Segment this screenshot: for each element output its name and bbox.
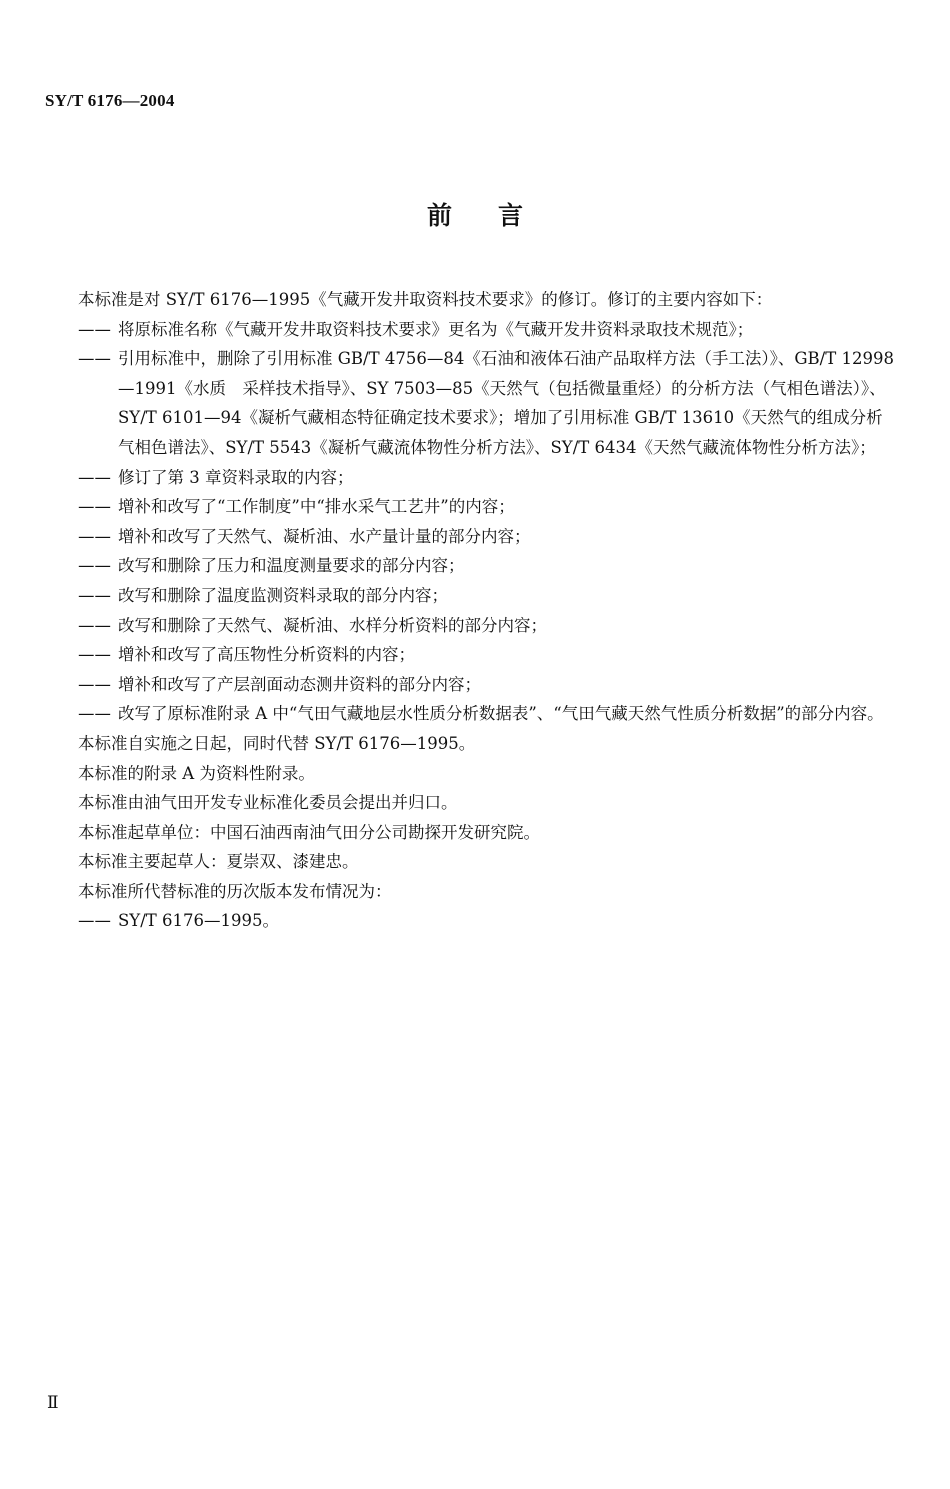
page-title: 前言 (426, 201, 569, 230)
dash-marker: —— (78, 911, 111, 931)
list-item-text: 修订了第 3 章资料录取的内容； (118, 467, 354, 487)
history-item-text: SY/T 6176—1995。 (118, 911, 279, 931)
list-item (78, 344, 908, 462)
list-item-text: 改写了原标准附录 A 中“气田气藏地层水性质分析数据表”、“气田气藏天然气性质分析数据”的部分内容。 (118, 704, 884, 724)
list-item-text: 改写和删除了温度监测资料录取的部分内容； (118, 585, 448, 605)
list-item (78, 670, 908, 700)
list-item-text: 将原标准名称《气藏开发井取资料技术要求》更名为《气藏开发井资料录取技术规范》； (118, 319, 754, 339)
statement-paragraph: 本标准所代替标准的历次版本发布情况为： (78, 881, 392, 901)
list-item (78, 551, 908, 581)
list-item (78, 699, 908, 729)
list-item-text: 增补和改写了天然气、凝析油、水产量计量的部分内容； (118, 526, 531, 546)
page-number: Ⅱ (47, 1393, 59, 1412)
list-item (78, 315, 908, 345)
statement-paragraph: 本标准的附录 A 为资料性附录。 (78, 763, 315, 783)
statement-paragraph: 本标准由油气田开发专业标准化委员会提出并归口。 (78, 793, 458, 813)
list-item (78, 640, 908, 670)
list-item-text: 引用标准中，删除了引用标准 GB/T 4756—84《石油和液体石油产品取样方法（手工法）》、GB/T 12998—1991《水质 采样技术指导》、SY 7503—85《天然气（包括微量重烃）的分析方法（气相色谱法）》、SY/T 6101—94《凝析气藏相态特征确定技术要求》；增加了引用标准 GB/T 13610《天然气的组成分析 气相色谱法》、SY/T 5543《凝析气藏流体物性分析方法》、SY/T 6434《天然气藏流体物性分析方法》； (118, 349, 900, 457)
dash-marker: —— (78, 556, 111, 576)
dash-marker: —— (78, 674, 111, 694)
list-item (78, 581, 908, 611)
dash-marker: —— (78, 526, 111, 546)
statement-paragraph: 本标准起草单位：中国石油西南油气田分公司勘探开发研究院。 (78, 822, 540, 842)
statement-paragraph: 本标准自实施之日起，同时代替 SY/T 6176—1995。 (78, 733, 476, 753)
list-item-text: 增补和改写了高压物性分析资料的内容； (118, 645, 415, 665)
list-item-text: 改写和删除了压力和温度测量要求的部分内容； (118, 556, 465, 576)
dash-marker: —— (78, 349, 111, 369)
dash-marker: —— (78, 319, 111, 339)
list-item-text: 增补和改写了“工作制度”中“排水采气工艺井”的内容； (118, 497, 515, 517)
dash-marker: —— (78, 645, 111, 665)
list-item (78, 522, 908, 552)
list-item-text: 增补和改写了产层剖面动态测井资料的部分内容； (118, 674, 481, 694)
statement-paragraph: 本标准主要起草人：夏崇双、漆建忠。 (78, 852, 359, 872)
list-item (78, 463, 908, 493)
dash-marker: —— (78, 467, 111, 487)
change-list (78, 315, 908, 729)
dash-marker: —— (78, 615, 111, 635)
dash-marker: —— (78, 497, 111, 517)
dash-marker: —— (78, 585, 111, 605)
history-item (78, 906, 908, 936)
standard-code-header: SY/T 6176—2004 (45, 91, 175, 110)
dash-marker: —— (78, 704, 111, 724)
list-item (78, 611, 908, 641)
intro-paragraph: 本标准是对 SY/T 6176—1995《气藏开发井取资料技术要求》的修订。修订的主要内容如下： (78, 290, 773, 309)
document-body (78, 285, 908, 936)
list-item-text: 改写和删除了天然气、凝析油、水样分析资料的部分内容； (118, 615, 547, 635)
list-item (78, 492, 908, 522)
